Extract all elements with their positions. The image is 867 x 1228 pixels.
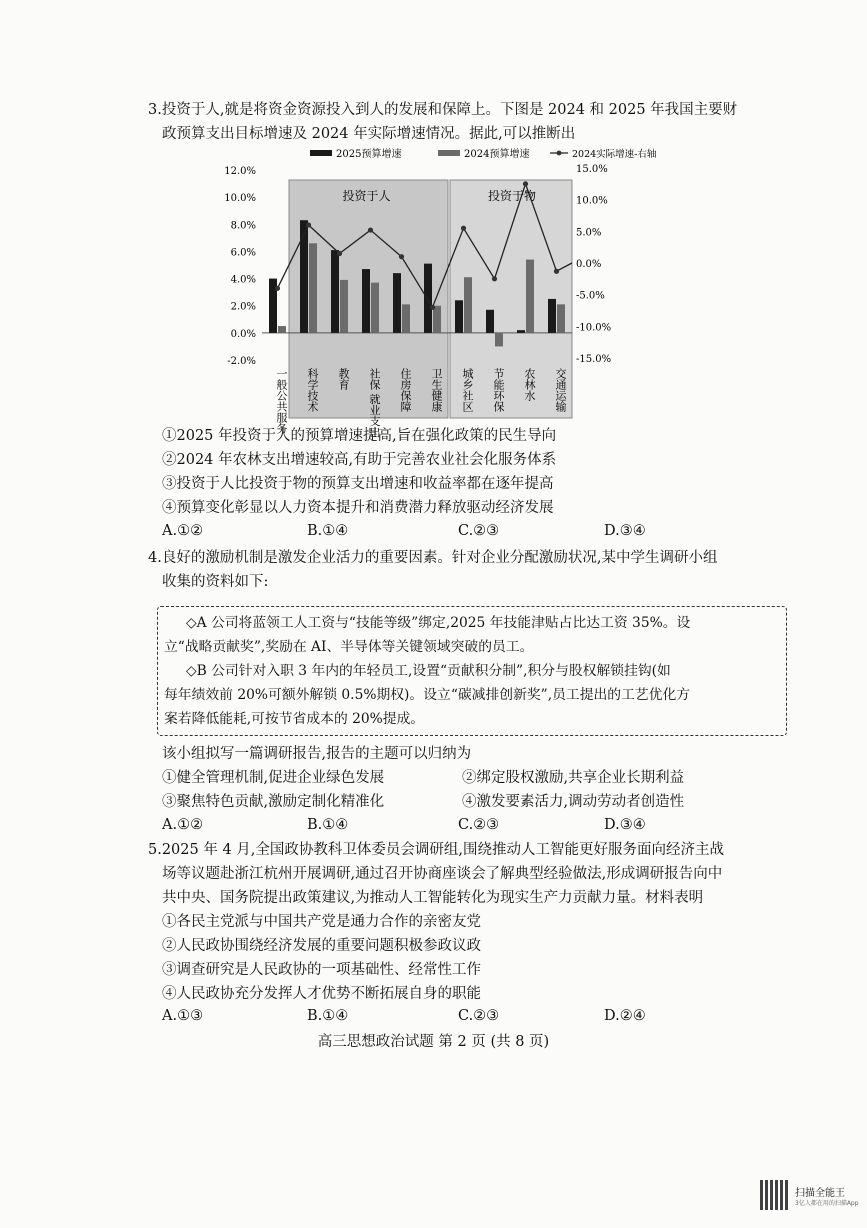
q5-stem-line3: 共中央、国务院提出政策建议,为推动人工智能转化为现实生产力贡献力量。材料表明: [162, 890, 704, 906]
actual-growth-point: [368, 227, 373, 232]
bar-2024-budget: [340, 280, 348, 333]
bar-2025-budget: [300, 220, 308, 333]
q4-option-d[interactable]: D.③④: [604, 817, 646, 833]
left-tick-label: 0.0%: [230, 328, 256, 340]
q3-stem-line1: 3.投资于人,就是将资金资源投入到人的发展和保障上。下图是 2024 和 2025 年我国主要财: [148, 102, 738, 118]
q3-statement-4: ④预算变化彰显以人力资本提升和消费潜力释放驱动经济发展: [162, 500, 554, 516]
actual-growth-point: [554, 269, 559, 274]
category-label: 城乡社区: [461, 368, 474, 412]
q5-option-b[interactable]: B.①④: [307, 1008, 349, 1024]
category-label: 社保 就业支出: [368, 368, 381, 438]
right-tick-label: 0.0%: [576, 259, 602, 270]
category-label: 一般公共服务: [275, 368, 288, 434]
group-label-things: 投资于物: [487, 189, 537, 203]
right-tick-label: 15.0%: [576, 164, 608, 175]
bar-2024-budget: [278, 326, 286, 333]
category-label: 农林水: [523, 368, 536, 401]
legend-swatch-2025: [310, 150, 332, 156]
q4-statement-4: ④激发要素活力,调动劳动者创造性: [462, 794, 685, 810]
actual-growth-point: [337, 251, 342, 256]
q3-option-d[interactable]: D.③④: [604, 523, 646, 539]
q5-statement-4: ④人民政协充分发挥人才优势不断拓展自身的职能: [162, 986, 481, 1002]
q3-options: [162, 523, 662, 543]
legend-label-2024: 2024预算增速: [464, 149, 530, 160]
q5-statement-2: ②人民政协围绕经济发展的重要问题积极参政议政: [162, 938, 481, 954]
right-tick-label: -15.0%: [576, 354, 612, 365]
actual-growth-point: [399, 254, 404, 259]
qr-code-icon: [760, 1180, 790, 1210]
bar-2025-budget: [455, 300, 463, 333]
bar-2024-budget: [371, 283, 379, 333]
q3-stem-line2: 政预算支出目标增速及 2024 年实际增速情况。据此,可以推断出: [162, 126, 576, 142]
q4-material-box: [157, 606, 787, 736]
right-tick-label: 10.0%: [576, 195, 608, 207]
q3-option-b[interactable]: B.①④: [307, 523, 349, 539]
bar-2024-budget: [309, 243, 317, 333]
right-tick-label: 5.0%: [576, 227, 602, 239]
legend-point-actual: [557, 151, 562, 156]
left-tick-label: 2.0%: [230, 301, 256, 313]
category-label: 住房保障: [399, 368, 412, 412]
left-tick-label: 8.0%: [230, 220, 256, 232]
q5-stem-line1: 5.2025 年 4 月,全国政协教科卫体委员会调研组,围绕推动人工智能更好服务面向经济主战: [148, 842, 725, 858]
q4-box-line-3: ◇B 公司针对入职 3 年内的年轻员工,设置“贡献积分制”,积分与股权解锁挂钩(如: [186, 663, 671, 679]
left-tick-label: -2.0%: [227, 356, 256, 367]
q5-option-d[interactable]: D.②④: [604, 1008, 646, 1024]
bar-2024-budget: [526, 260, 534, 333]
q4-box-line-1: ◇A 公司将蓝领工人工资与“技能等级”绑定,2025 年技能津贴占比达工资 35%。设: [186, 615, 691, 631]
q4-option-b[interactable]: B.①④: [307, 817, 349, 833]
left-tick-label: 4.0%: [230, 274, 256, 286]
bar-2024-budget: [402, 304, 410, 333]
page-footer: 高三思想政治试题 第 2 页 (共 8 页): [317, 1034, 550, 1050]
q4-statement-2: ②绑定股权激励,共享企业长期利益: [462, 770, 685, 786]
actual-growth-point: [306, 222, 311, 227]
legend-label-actual: 2024实际增速-右轴: [572, 149, 657, 160]
q4-box-line-4: 每年绩效前 20%可额外解锁 0.5%期权)。设立“碳减排创新奖”,员工提出的工艺优化方: [164, 687, 691, 703]
q4-statement-1: ①健全管理机制,促进企业绿色发展: [162, 770, 385, 786]
category-label: 卫生健康: [430, 368, 443, 412]
scanner-label: 扫描全能王: [795, 1188, 845, 1199]
bar-2024-budget: [464, 277, 472, 333]
q4-question: 该小组拟写一篇调研报告,报告的主题可以归纳为: [162, 746, 472, 762]
actual-growth-point: [492, 276, 497, 281]
q5-stem-line2: 场等议题赴浙江杭州开展调研,通过召开协商座谈会了解典型经验做法,形成调研报告向中: [162, 866, 723, 882]
actual-growth-point: [275, 286, 280, 291]
q4-box-line-5: 案若降低能耗,可按节省成本的 20%提成。: [164, 711, 425, 727]
left-tick-label: 12.0%: [224, 166, 256, 177]
q5-option-a[interactable]: A.①③: [162, 1008, 204, 1024]
bar-2025-budget: [548, 299, 556, 333]
category-label: 交通运输: [554, 368, 567, 412]
q5-option-c[interactable]: C.②③: [458, 1008, 500, 1024]
q4-options: [162, 817, 662, 837]
q3-statement-1: ①2025 年投资于人的预算增速提高,旨在强化政策的民生导向: [162, 428, 557, 444]
q4-stem-line2: 收集的资料如下:: [162, 574, 269, 590]
group-label-people: 投资于人: [342, 189, 391, 203]
q3-statement-2: ②2024 年农林支出增速较高,有助于完善农业社会化服务体系: [162, 452, 557, 468]
q4-stem-line1: 4.良好的激励机制是激发企业活力的重要因素。针对企业分配激励状况,某中学生调研小组: [148, 550, 718, 566]
bar-2024-budget: [495, 333, 503, 347]
bar-2025-budget: [517, 330, 525, 333]
right-tick-label: -5.0%: [576, 290, 605, 302]
bar-2025-budget: [331, 250, 339, 333]
bar-2025-budget: [424, 264, 432, 333]
bar-2025-budget: [362, 269, 370, 333]
scanner-sub: 3亿人都在用的扫描App: [795, 1200, 859, 1207]
actual-growth-point: [430, 305, 435, 310]
bar-2025-budget: [486, 310, 494, 333]
q4-option-a[interactable]: A.①②: [162, 817, 204, 833]
category-label: 节能环保: [492, 368, 505, 412]
right-tick-label: -10.0%: [576, 322, 612, 334]
actual-growth-point: [523, 181, 528, 186]
q4-statement-3: ③聚焦特色贡献,激励定制化精准化: [162, 794, 385, 810]
bar-2025-budget: [393, 273, 401, 333]
q5-options: [162, 1008, 662, 1028]
q5-statement-1: ①各民主党派与中国共产党是通力合作的亲密友党: [162, 914, 481, 930]
q5-statement-3: ③调查研究是人民政协的一项基础性、经常性工作: [162, 962, 481, 978]
q3-option-c[interactable]: C.②③: [458, 523, 500, 539]
left-tick-label: 6.0%: [230, 247, 256, 259]
q4-box-line-2: 立“战略贡献奖”,奖励在 AI、半导体等关键领域突破的员工。: [164, 639, 534, 655]
legend-swatch-2024: [438, 150, 460, 156]
q3-statement-3: ③投资于人比投资于物的预算支出增速和收益率都在逐年提高: [162, 476, 554, 492]
category-label: 教育: [337, 368, 350, 390]
bar-2024-budget: [433, 306, 441, 333]
bar-2024-budget: [557, 304, 565, 333]
actual-growth-point: [461, 226, 466, 231]
legend-label-2025: 2025预算增速: [336, 149, 402, 160]
left-tick-label: 10.0%: [224, 193, 256, 205]
q4-option-c[interactable]: C.②③: [458, 817, 500, 833]
category-label: 科学技术: [306, 368, 319, 412]
q3-option-a[interactable]: A.①②: [162, 523, 204, 539]
